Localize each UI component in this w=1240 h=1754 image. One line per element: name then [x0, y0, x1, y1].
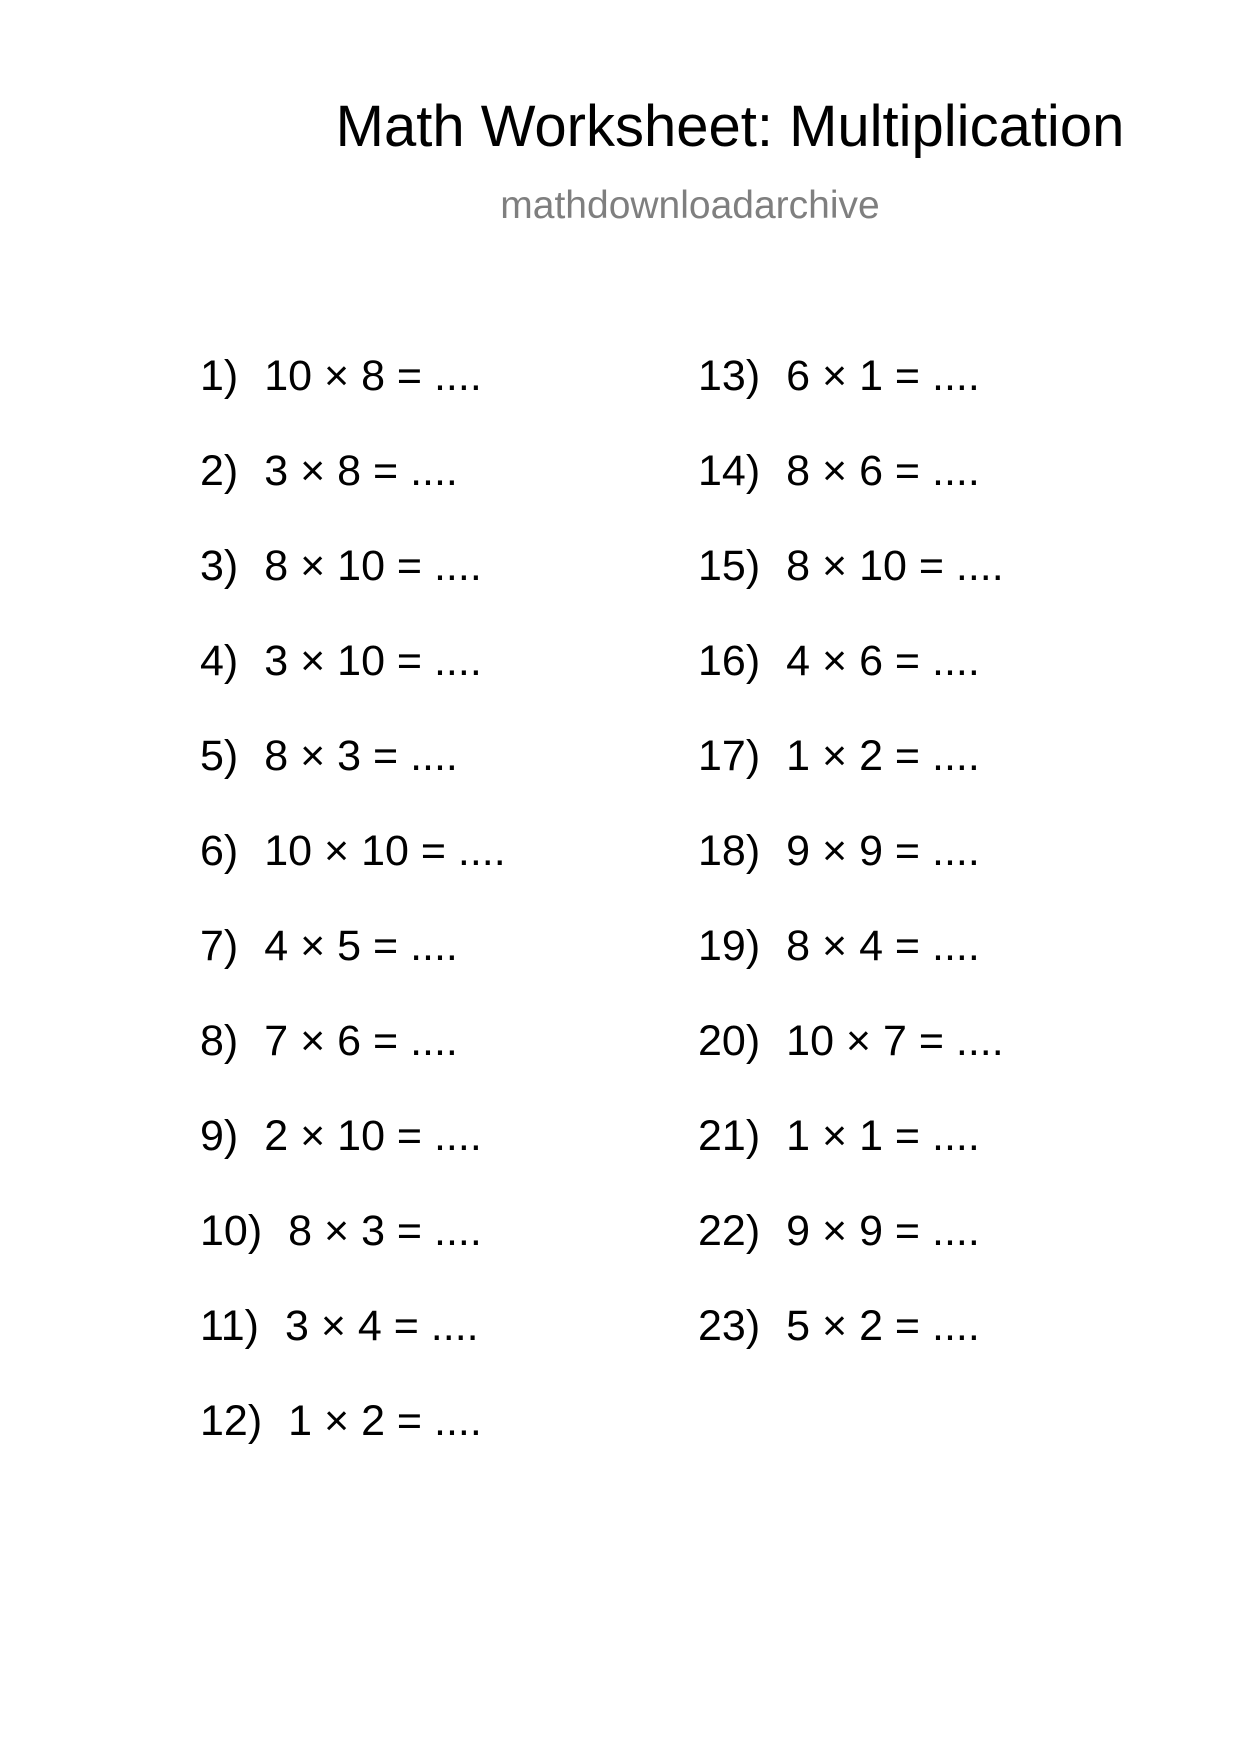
- problem-number: 22): [698, 1207, 761, 1255]
- problem-item: [200, 732, 506, 827]
- problem-item: [200, 1112, 506, 1207]
- problem-item: [200, 1207, 506, 1302]
- problem-item: [200, 352, 506, 447]
- problem-expression: 3 × 10 = ....: [264, 637, 482, 685]
- problem-number: 9): [200, 1112, 239, 1160]
- problem-expression: 8 × 10 = ....: [786, 542, 1004, 590]
- problem-number: 17): [698, 732, 761, 780]
- problem-number: 11): [200, 1302, 259, 1350]
- problem-item: [698, 922, 1004, 1017]
- problem-number: 4): [200, 637, 239, 685]
- problem-number: 19): [698, 922, 761, 970]
- problem-item: [200, 1017, 506, 1112]
- problem-item: [698, 637, 1004, 732]
- problem-number: 18): [698, 827, 761, 875]
- problem-expression: 4 × 5 = ....: [264, 922, 458, 970]
- problem-expression: 5 × 2 = ....: [786, 1302, 980, 1350]
- problem-item: [200, 447, 506, 542]
- problem-item: [200, 1397, 506, 1492]
- page-title: Math Worksheet: Multiplication: [335, 94, 1125, 159]
- problem-expression: 6 × 1 = ....: [786, 352, 980, 400]
- problem-expression: 1 × 2 = ....: [288, 1397, 482, 1445]
- problem-number: 14): [698, 447, 761, 495]
- problem-item: [698, 1112, 1004, 1207]
- problem-item: [200, 922, 506, 1017]
- problem-number: 2): [200, 447, 239, 495]
- problem-number: 6): [200, 827, 239, 875]
- problem-number: 7): [200, 922, 239, 970]
- problem-number: 1): [200, 352, 239, 400]
- problem-item: [200, 1302, 506, 1397]
- problem-item: [698, 542, 1004, 637]
- problems-column-right: [698, 352, 1004, 1397]
- problem-expression: 10 × 10 = ....: [264, 827, 506, 875]
- problem-expression: 1 × 1 = ....: [786, 1112, 980, 1160]
- problem-expression: 8 × 6 = ....: [786, 447, 980, 495]
- problem-number: 12): [200, 1397, 263, 1445]
- problem-number: 3): [200, 542, 239, 590]
- problem-number: 15): [698, 542, 761, 590]
- problem-number: 5): [200, 732, 239, 780]
- problem-expression: 10 × 7 = ....: [786, 1017, 1004, 1065]
- problem-number: 8): [200, 1017, 239, 1065]
- problem-expression: 8 × 3 = ....: [264, 732, 458, 780]
- problem-item: [200, 827, 506, 922]
- problem-expression: 1 × 2 = ....: [786, 732, 980, 780]
- problem-expression: 9 × 9 = ....: [786, 1207, 980, 1255]
- problem-number: 21): [698, 1112, 761, 1160]
- problem-expression: 8 × 4 = ....: [786, 922, 980, 970]
- problem-number: 13): [698, 352, 761, 400]
- problems-column-left: [200, 352, 506, 1492]
- problem-expression: 8 × 10 = ....: [264, 542, 482, 590]
- problem-expression: 9 × 9 = ....: [786, 827, 980, 875]
- problem-expression: 4 × 6 = ....: [786, 637, 980, 685]
- problem-expression: 2 × 10 = ....: [264, 1112, 482, 1160]
- problem-item: [698, 732, 1004, 827]
- problem-item: [698, 352, 1004, 447]
- problem-expression: 3 × 8 = ....: [264, 447, 458, 495]
- problem-item: [698, 827, 1004, 922]
- page-subtitle: mathdownloadarchive: [500, 184, 880, 227]
- problem-number: 10): [200, 1207, 263, 1255]
- problem-item: [698, 447, 1004, 542]
- problem-number: 23): [698, 1302, 761, 1350]
- problem-number: 20): [698, 1017, 761, 1065]
- problem-expression: 7 × 6 = ....: [264, 1017, 458, 1065]
- problem-number: 16): [698, 637, 761, 685]
- problem-item: [200, 637, 506, 732]
- problem-expression: 10 × 8 = ....: [264, 352, 482, 400]
- problem-item: [698, 1017, 1004, 1112]
- problem-item: [698, 1207, 1004, 1302]
- problem-item: [200, 542, 506, 637]
- problem-expression: 8 × 3 = ....: [288, 1207, 482, 1255]
- problem-expression: 3 × 4 = ....: [284, 1302, 479, 1350]
- problem-item: [698, 1302, 1004, 1397]
